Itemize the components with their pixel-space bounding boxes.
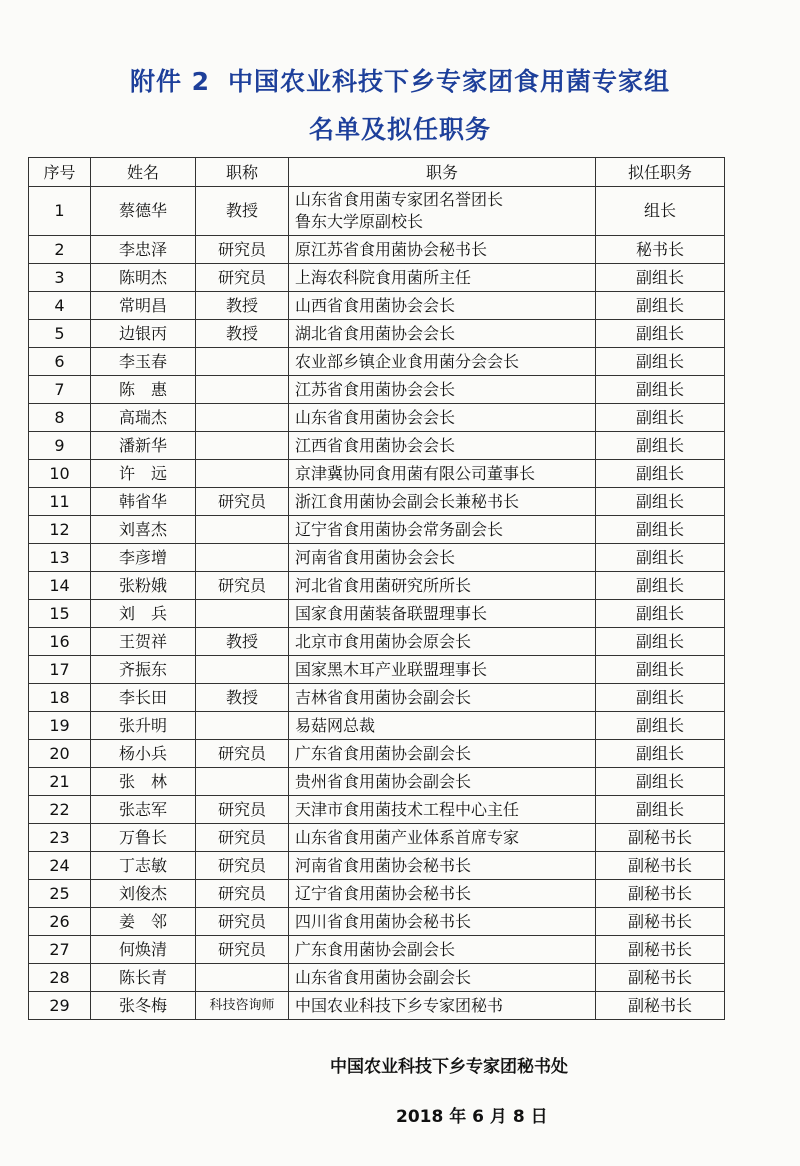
cell-role: 副组长 [596, 600, 725, 628]
cell-number: 24 [29, 852, 91, 880]
cell-duty: 易菇网总裁 [289, 712, 596, 740]
cell-duty: 河北省食用菌研究所所长 [289, 572, 596, 600]
table-row [29, 432, 725, 460]
cell-name: 齐振东 [91, 656, 196, 684]
cell-title [196, 348, 289, 376]
cell-number: 10 [29, 460, 91, 488]
cell-number: 11 [29, 488, 91, 516]
cell-name: 潘新华 [91, 432, 196, 460]
cell-role: 副秘书长 [596, 852, 725, 880]
cell-duty: 辽宁省食用菌协会常务副会长 [289, 516, 596, 544]
table-row [29, 376, 725, 404]
cell-duty: 农业部乡镇企业食用菌分会会长 [289, 348, 596, 376]
cell-name: 丁志敏 [91, 852, 196, 880]
duty-line-1: 山东省食用菌专家团名誉团长 [295, 190, 504, 209]
header-role: 拟任职务 [596, 158, 725, 187]
table-row [29, 628, 725, 656]
cell-name: 陈长青 [91, 964, 196, 992]
cell-number: 19 [29, 712, 91, 740]
cell-duty: 吉林省食用菌协会副会长 [289, 684, 596, 712]
table-row [29, 656, 725, 684]
cell-role: 副组长 [596, 404, 725, 432]
cell-number: 16 [29, 628, 91, 656]
cell-title: 研究员 [196, 572, 289, 600]
cell-duty: 上海农科院食用菌所主任 [289, 264, 596, 292]
cell-title: 研究员 [196, 880, 289, 908]
cell-name: 许 远 [91, 460, 196, 488]
cell-role: 副组长 [596, 740, 725, 768]
header-title: 职称 [196, 158, 289, 187]
table-row [29, 852, 725, 880]
header-name: 姓名 [91, 158, 196, 187]
cell-title: 教授 [196, 292, 289, 320]
cell-name: 刘喜杰 [91, 516, 196, 544]
cell-title [196, 376, 289, 404]
cell-role: 副组长 [596, 376, 725, 404]
cell-title [196, 516, 289, 544]
cell-duty: 四川省食用菌协会秘书长 [289, 908, 596, 936]
cell-title: 科技咨询师 [196, 992, 289, 1020]
cell-name: 王贺祥 [91, 628, 196, 656]
cell-duty: 国家黑木耳产业联盟理事长 [289, 656, 596, 684]
cell-title: 研究员 [196, 264, 289, 292]
cell-role: 副组长 [596, 544, 725, 572]
cell-name: 张冬梅 [91, 992, 196, 1020]
cell-duty: 国家食用菌装备联盟理事长 [289, 600, 596, 628]
cell-role: 副组长 [596, 348, 725, 376]
cell-number: 9 [29, 432, 91, 460]
table-row [29, 740, 725, 768]
cell-title [196, 964, 289, 992]
cell-name: 李玉春 [91, 348, 196, 376]
cell-name: 张粉娥 [91, 572, 196, 600]
cell-number: 29 [29, 992, 91, 1020]
title-main: 中国农业科技下乡专家团食用菌专家组 [228, 67, 671, 96]
cell-role: 副组长 [596, 796, 725, 824]
cell-duty: 江西省食用菌协会会长 [289, 432, 596, 460]
cell-number: 22 [29, 796, 91, 824]
cell-number: 8 [29, 404, 91, 432]
cell-number: 14 [29, 572, 91, 600]
cell-name: 陈 惠 [91, 376, 196, 404]
cell-duty: 北京市食用菌协会原会长 [289, 628, 596, 656]
cell-duty: 原江苏省食用菌协会秘书长 [289, 236, 596, 264]
cell-name: 李忠泽 [91, 236, 196, 264]
expert-roster-table [28, 157, 725, 1020]
cell-number: 28 [29, 964, 91, 992]
duty-line-2: 鲁东大学原副校长 [295, 212, 424, 231]
cell-name: 刘俊杰 [91, 880, 196, 908]
cell-name: 边银丙 [91, 320, 196, 348]
table-row [29, 824, 725, 852]
table-row [29, 992, 725, 1020]
cell-number: 13 [29, 544, 91, 572]
cell-role: 副秘书长 [596, 908, 725, 936]
cell-role: 秘书长 [596, 236, 725, 264]
table-row [29, 292, 725, 320]
table-row [29, 768, 725, 796]
header-duty: 职务 [289, 158, 596, 187]
cell-title: 研究员 [196, 796, 289, 824]
cell-role: 组长 [596, 187, 725, 236]
cell-name: 常明昌 [91, 292, 196, 320]
cell-title [196, 712, 289, 740]
cell-number: 21 [29, 768, 91, 796]
table-row [29, 600, 725, 628]
cell-role: 副组长 [596, 516, 725, 544]
cell-name: 蔡德华 [91, 187, 196, 236]
cell-title [196, 404, 289, 432]
cell-title: 研究员 [196, 936, 289, 964]
cell-role: 副秘书长 [596, 824, 725, 852]
table-body [29, 187, 725, 1020]
cell-role: 副组长 [596, 320, 725, 348]
cell-duty: 广东食用菌协会副会长 [289, 936, 596, 964]
cell-role: 副秘书长 [596, 936, 725, 964]
cell-duty: 京津冀协同食用菌有限公司董事长 [289, 460, 596, 488]
table-row [29, 936, 725, 964]
table-row [29, 796, 725, 824]
attachment-label: 附件 2 [129, 67, 211, 96]
cell-name: 李彦增 [91, 544, 196, 572]
cell-name: 万鲁长 [91, 824, 196, 852]
cell-name: 张升明 [91, 712, 196, 740]
cell-number: 18 [29, 684, 91, 712]
table-row [29, 187, 725, 236]
cell-name: 杨小兵 [91, 740, 196, 768]
table-row [29, 264, 725, 292]
cell-role: 副秘书长 [596, 880, 725, 908]
cell-number: 1 [29, 187, 91, 236]
cell-duty: 河南省食用菌协会秘书长 [289, 852, 596, 880]
cell-role: 副组长 [596, 628, 725, 656]
cell-title: 研究员 [196, 852, 289, 880]
cell-duty: 浙江食用菌协会副会长兼秘书长 [289, 488, 596, 516]
cell-role: 副组长 [596, 432, 725, 460]
cell-duty: 天津市食用菌技术工程中心主任 [289, 796, 596, 824]
cell-title [196, 460, 289, 488]
cell-number: 12 [29, 516, 91, 544]
cell-title: 研究员 [196, 908, 289, 936]
cell-name: 陈明杰 [91, 264, 196, 292]
issue-date: 2018 年 6 月 8 日 [396, 1107, 548, 1127]
cell-title: 研究员 [196, 488, 289, 516]
cell-duty: 广东省食用菌协会副会长 [289, 740, 596, 768]
cell-name: 姜 邻 [91, 908, 196, 936]
cell-title [196, 768, 289, 796]
cell-title: 研究员 [196, 236, 289, 264]
cell-role: 副组长 [596, 684, 725, 712]
cell-title: 研究员 [196, 824, 289, 852]
cell-number: 2 [29, 236, 91, 264]
cell-number: 5 [29, 320, 91, 348]
cell-duty: 江苏省食用菌协会会长 [289, 376, 596, 404]
table-row [29, 572, 725, 600]
cell-number: 6 [29, 348, 91, 376]
cell-number: 7 [29, 376, 91, 404]
table-row [29, 908, 725, 936]
cell-role: 副组长 [596, 656, 725, 684]
table-row [29, 488, 725, 516]
cell-title [196, 432, 289, 460]
cell-role: 副组长 [596, 488, 725, 516]
cell-title: 教授 [196, 187, 289, 236]
table-row [29, 320, 725, 348]
cell-title: 教授 [196, 320, 289, 348]
cell-duty: 辽宁省食用菌协会秘书长 [289, 880, 596, 908]
cell-title [196, 544, 289, 572]
cell-duty: 湖北省食用菌协会会长 [289, 320, 596, 348]
page-subtitle: 名单及拟任职务 [308, 115, 491, 144]
page-title [0, 62, 800, 98]
cell-title: 研究员 [196, 740, 289, 768]
cell-title [196, 656, 289, 684]
cell-title: 教授 [196, 684, 289, 712]
header-number: 序号 [29, 158, 91, 187]
cell-number: 25 [29, 880, 91, 908]
cell-name: 刘 兵 [91, 600, 196, 628]
table-row [29, 964, 725, 992]
cell-name: 何焕清 [91, 936, 196, 964]
cell-number: 4 [29, 292, 91, 320]
cell-role: 副组长 [596, 292, 725, 320]
table-row [29, 544, 725, 572]
cell-role: 副组长 [596, 460, 725, 488]
cell-number: 3 [29, 264, 91, 292]
table-row [29, 236, 725, 264]
cell-number: 15 [29, 600, 91, 628]
cell-role: 副组长 [596, 572, 725, 600]
cell-duty: 贵州省食用菌协会副会长 [289, 768, 596, 796]
cell-role: 副秘书长 [596, 964, 725, 992]
cell-duty: 山东省食用菌协会会长 [289, 404, 596, 432]
cell-duty: 山西省食用菌协会会长 [289, 292, 596, 320]
table-row [29, 404, 725, 432]
table-row [29, 880, 725, 908]
table-row [29, 516, 725, 544]
cell-role: 副秘书长 [596, 992, 725, 1020]
cell-role: 副组长 [596, 768, 725, 796]
table-row [29, 684, 725, 712]
cell-duty [289, 187, 596, 236]
cell-number: 23 [29, 824, 91, 852]
cell-duty: 山东省食用菌协会副会长 [289, 964, 596, 992]
cell-name: 张志军 [91, 796, 196, 824]
issuing-organization: 中国农业科技下乡专家团秘书处 [330, 1057, 568, 1077]
cell-name: 高瑞杰 [91, 404, 196, 432]
cell-role: 副组长 [596, 264, 725, 292]
cell-role: 副组长 [596, 712, 725, 740]
cell-title [196, 600, 289, 628]
cell-title: 教授 [196, 628, 289, 656]
cell-duty: 山东省食用菌产业体系首席专家 [289, 824, 596, 852]
cell-number: 20 [29, 740, 91, 768]
cell-duty: 河南省食用菌协会会长 [289, 544, 596, 572]
table-row [29, 460, 725, 488]
cell-number: 26 [29, 908, 91, 936]
table-row [29, 712, 725, 740]
cell-number: 27 [29, 936, 91, 964]
cell-name: 韩省华 [91, 488, 196, 516]
table-row [29, 348, 725, 376]
table-header-row [29, 158, 725, 187]
cell-number: 17 [29, 656, 91, 684]
cell-name: 李长田 [91, 684, 196, 712]
cell-name: 张 林 [91, 768, 196, 796]
cell-duty: 中国农业科技下乡专家团秘书 [289, 992, 596, 1020]
